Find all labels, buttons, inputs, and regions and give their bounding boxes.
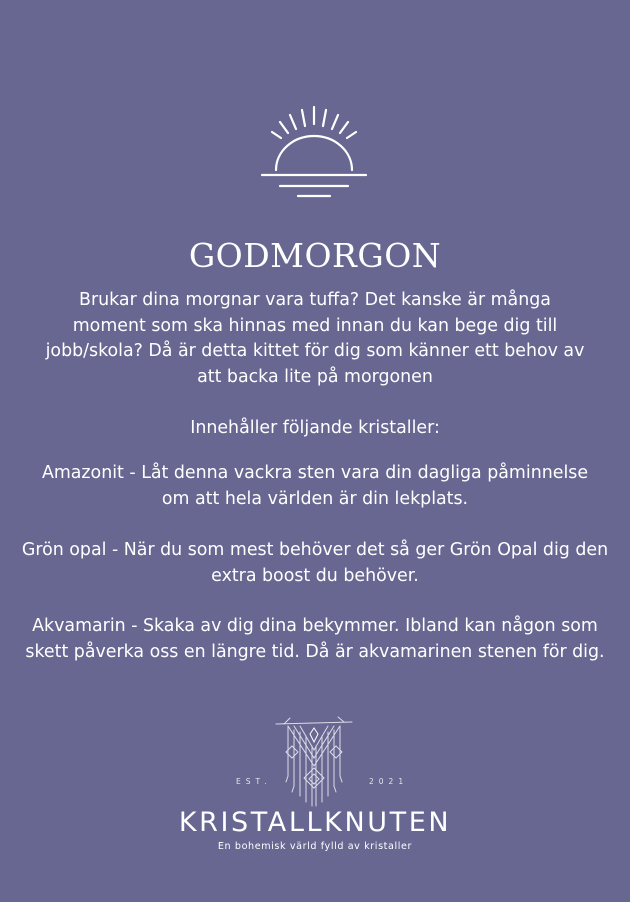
crystal-description-gron-opal: Grön opal - När du som mest behöver det så ger Grön Opal dig den extra boost du behöver. — [21, 540, 609, 586]
page-title: GODMORGON — [188, 236, 442, 275]
crystal-description-akvamarin: Akvamarin - Skaka av dig dina bekymmer. Ibland kan någon som skett påverka oss en längre tid. Då är akvamarinen stenen för dig. — [25, 616, 605, 662]
contains-label: Innehåller följande kristaller: — [190, 418, 440, 438]
intro-paragraph: Brukar dina morgnar vara tuffa? Det kanske är många moment som ska hinnas med innan du kan bege dig till jobb/skola? Då är detta kittet för dig som känner ett behov av att backa lite på morgonen — [45, 290, 585, 387]
est-year: 2021 — [369, 777, 409, 786]
sunrise-icon — [258, 100, 370, 200]
macrame-crystal-wall-hanging-icon — [274, 716, 354, 808]
crystal-description-amazonit: Amazonit - Låt denna vackra sten vara din dagliga påminnelse om att hela världen är din lekplats. — [41, 463, 589, 509]
brand-name: KRISTALLKNUTEN — [178, 807, 452, 838]
brand-tagline: En bohemisk värld fylld av kristaller — [217, 841, 413, 852]
est-label: EST. — [236, 777, 272, 786]
